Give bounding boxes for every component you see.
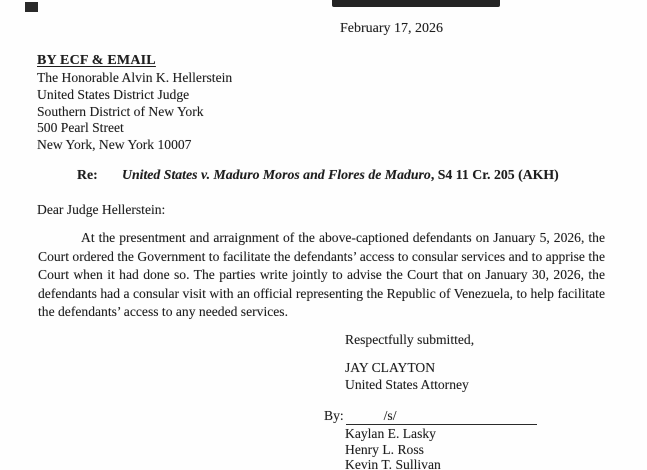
signatory-block — [345, 360, 469, 393]
recipient-city: New York, New York 10007 — [37, 137, 192, 153]
attorney-name: Kevin T. Sullivan — [345, 457, 441, 470]
recipient-address-block — [37, 70, 232, 154]
recipient-name: The Honorable Alvin K. Hellerstein — [37, 70, 233, 85]
attorney-name-list — [345, 426, 441, 470]
closing-phrase: Respectfully submitted, — [345, 332, 475, 347]
case-number: , S4 11 Cr. 205 (AKH) — [430, 167, 559, 182]
electronic-signature-mark: /s/ — [383, 408, 397, 423]
letter-date: February 17, 2026 — [340, 21, 444, 36]
case-name: United States v. Maduro Moros and Flores de Maduro — [122, 167, 431, 182]
by-signature-line — [324, 408, 537, 425]
recipient-title: United States District Judge — [37, 86, 190, 102]
delivery-method-label: BY ECF & EMAIL — [37, 53, 156, 68]
re-label: Re: — [77, 167, 98, 182]
re-case-reference — [122, 167, 559, 183]
signatory-name: JAY CLAYTON — [345, 360, 436, 375]
by-label: By: — [324, 408, 344, 423]
attorney-name: Kaylan E. Lasky — [345, 426, 436, 441]
recipient-court: Southern District of New York — [37, 103, 204, 119]
attorney-name: Henry L. Ross — [345, 441, 424, 457]
page-corner-mark — [25, 2, 38, 12]
signature-underline — [346, 408, 537, 425]
salutation: Dear Judge Hellerstein: — [37, 202, 166, 217]
signatory-title: United States Attorney — [345, 376, 469, 392]
recipient-street: 500 Pearl Street — [37, 120, 124, 136]
cropped-header-line-remnant — [332, 0, 500, 7]
letter-body-paragraph: At the presentment and arraignment of the above-captioned defendants on January 5, 2026, the Court ordered the Government to facilitate the defendants’ access to consular services and to apprise the Court when it had done so. The parties write jointly to advise the Court that on January 30, 2026, the defendants had a consular visit with an official representing the Republic of Venezuela, to help facilitate the defendants’ access to any needed services. — [38, 230, 605, 319]
